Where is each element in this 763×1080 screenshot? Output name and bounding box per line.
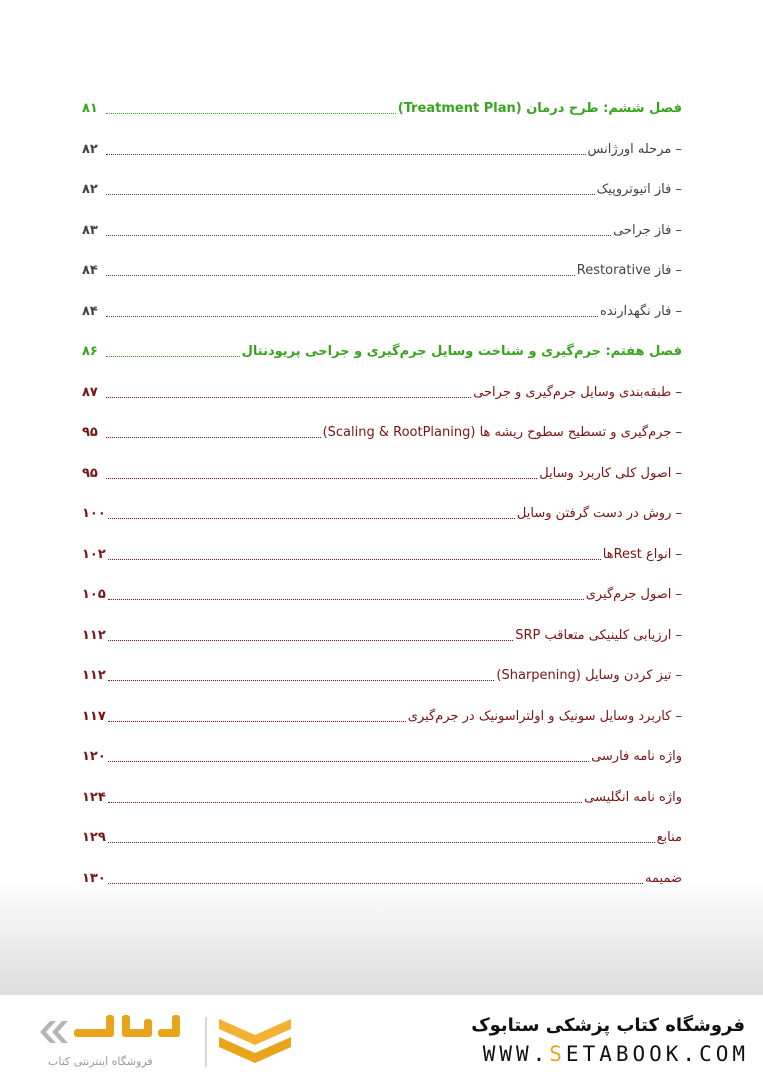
website-url[interactable] bbox=[483, 1042, 749, 1066]
toc-page-number: ۱۲۰ bbox=[82, 749, 106, 764]
toc-page-number: ۱۰۰ bbox=[82, 506, 106, 521]
toc-entry-row[interactable] bbox=[82, 420, 682, 442]
toc-entry-row[interactable] bbox=[82, 866, 682, 888]
toc-entry-row[interactable] bbox=[82, 137, 682, 159]
logo-divider bbox=[205, 1017, 207, 1067]
toc-entry-row[interactable] bbox=[82, 177, 682, 199]
toc-leader-dots bbox=[108, 599, 584, 600]
toc-entry-row[interactable] bbox=[82, 218, 682, 240]
toc-entry-title: – مرحله اورژانس bbox=[587, 141, 682, 157]
toc-leader-dots bbox=[106, 356, 240, 357]
toc-page-number: ۱۰۵ bbox=[82, 587, 106, 602]
toc-entry-title: – تیز کردن وسایل (Sharpening) bbox=[496, 668, 682, 683]
toc-page-number: ۸۶ bbox=[82, 344, 98, 359]
toc-page-number: ۸۷ bbox=[82, 384, 98, 400]
toc-entry-row[interactable] bbox=[82, 582, 682, 604]
setabook-wordmark-icon bbox=[36, 1007, 186, 1057]
toc-leader-dots bbox=[108, 761, 589, 762]
toc-entry-title: – طبقه‌بندی وسایل جرم‌گیری و جراحی bbox=[473, 384, 682, 400]
toc-leader-dots bbox=[106, 437, 321, 438]
toc-page-number: ۸۴ bbox=[82, 263, 98, 278]
toc-entry-title: – اصول جرم‌گیری bbox=[585, 587, 682, 602]
toc-page-number: ۸۲ bbox=[82, 141, 98, 157]
toc-entry-row[interactable] bbox=[82, 825, 682, 847]
toc-page-number: ۸۳ bbox=[82, 222, 98, 238]
toc-page-number: ۱۲۹ bbox=[82, 830, 106, 845]
toc-leader-dots bbox=[106, 113, 396, 114]
toc-entry-row[interactable] bbox=[82, 663, 682, 685]
toc-entry-row[interactable] bbox=[82, 380, 682, 402]
toc-entry-title: واژه نامه فارسی bbox=[591, 749, 682, 764]
toc-leader-dots bbox=[108, 680, 495, 681]
toc-page-number: ۸۲ bbox=[82, 182, 98, 197]
toc-entry-row[interactable] bbox=[82, 785, 682, 807]
toc-page-number: ۹۵ bbox=[82, 425, 98, 440]
logo-subtitle: فروشگاه اینترنتی کتاب bbox=[48, 1055, 153, 1068]
toc-leader-dots bbox=[108, 883, 643, 884]
toc-entry-title: منابع bbox=[656, 830, 682, 845]
toc-entry-row[interactable] bbox=[82, 501, 682, 523]
toc-page-number: ۱۱۲ bbox=[82, 668, 106, 683]
toc-entry-row[interactable] bbox=[82, 623, 682, 645]
toc-entry-row[interactable] bbox=[82, 299, 682, 321]
url-accent-letter: S bbox=[549, 1042, 566, 1066]
toc-entry-row[interactable] bbox=[82, 258, 682, 280]
toc-leader-dots bbox=[106, 316, 598, 317]
toc-entry-title: – اصول کلی کاربرد وسایل bbox=[539, 465, 682, 481]
toc-leader-dots bbox=[108, 802, 582, 803]
toc-entry-title: – ارزیابی کلینیکی متعاقب SRP bbox=[515, 627, 682, 643]
toc-page-number: ۱۱۲ bbox=[82, 627, 106, 643]
toc-entry-row[interactable] bbox=[82, 542, 682, 564]
toc-entry-row[interactable] bbox=[82, 744, 682, 766]
toc-chapter-row[interactable] bbox=[82, 339, 682, 361]
toc-entry-title: واژه نامه انگلیسی bbox=[584, 789, 682, 805]
toc-leader-dots bbox=[106, 275, 575, 276]
toc-page-number: ۱۰۲ bbox=[82, 546, 106, 562]
toc-leader-dots bbox=[108, 842, 655, 843]
setabook-logo-icon bbox=[215, 1015, 295, 1069]
toc-page-number: ۱۱۷ bbox=[82, 708, 106, 724]
toc-entry-title: – فاز اتیوتروپیک bbox=[596, 182, 682, 197]
shop-name: فروشگاه کتاب پزشکی ستابوک bbox=[471, 1015, 745, 1036]
toc-chapter-row[interactable] bbox=[82, 96, 682, 118]
toc-entry-title: فصل هفتم: جرم‌گیری و شناخت وسایل جرم‌گیری و جراحی پریودنتال bbox=[241, 344, 682, 359]
toc-leader-dots bbox=[106, 154, 586, 155]
toc-leader-dots bbox=[106, 397, 471, 398]
toc-leader-dots bbox=[108, 559, 601, 560]
toc-entry-title: – فاز جراحی bbox=[613, 222, 682, 238]
toc-entry-row[interactable] bbox=[82, 461, 682, 483]
toc-leader-dots bbox=[108, 640, 513, 641]
url-prefix: WWW. bbox=[482, 1042, 550, 1066]
url-rest: ETABOOK.COM bbox=[565, 1042, 749, 1066]
toc-page-number: ۱۲۴ bbox=[82, 789, 106, 805]
toc-entry-title: – فار نگهدارنده bbox=[600, 303, 682, 319]
toc-leader-dots bbox=[106, 194, 595, 195]
toc-page-number: ۸۴ bbox=[82, 303, 98, 319]
toc-entry-title: – فاز Restorative bbox=[576, 263, 682, 278]
toc-leader-dots bbox=[108, 518, 515, 519]
toc-leader-dots bbox=[106, 478, 537, 479]
toc-entry-title: فصل ششم: طرح درمان (Treatment Plan) bbox=[397, 101, 682, 116]
toc-entry-title: – انواع Restها bbox=[602, 546, 682, 562]
publisher-footer bbox=[0, 995, 763, 1080]
toc-entry-title: – کاربرد وسایل سونیک و اولتراسونیک در جرم‌گیری bbox=[407, 708, 682, 724]
toc-leader-dots bbox=[106, 235, 611, 236]
toc-page-number: ۹۵ bbox=[82, 465, 98, 481]
toc-entry-title: – روش در دست گرفتن وسایل bbox=[516, 506, 682, 521]
toc-page-number: ۱۳۰ bbox=[82, 870, 106, 886]
toc-entry-row[interactable] bbox=[82, 704, 682, 726]
toc-leader-dots bbox=[108, 721, 406, 722]
toc-entry-title: ضمیمه bbox=[645, 870, 682, 886]
toc-entry-title: – جرم‌گیری و تسطیح سطوح ریشه ها (Scaling & RootPlaning) bbox=[322, 425, 682, 440]
toc-page-number: ۸۱ bbox=[82, 101, 98, 116]
